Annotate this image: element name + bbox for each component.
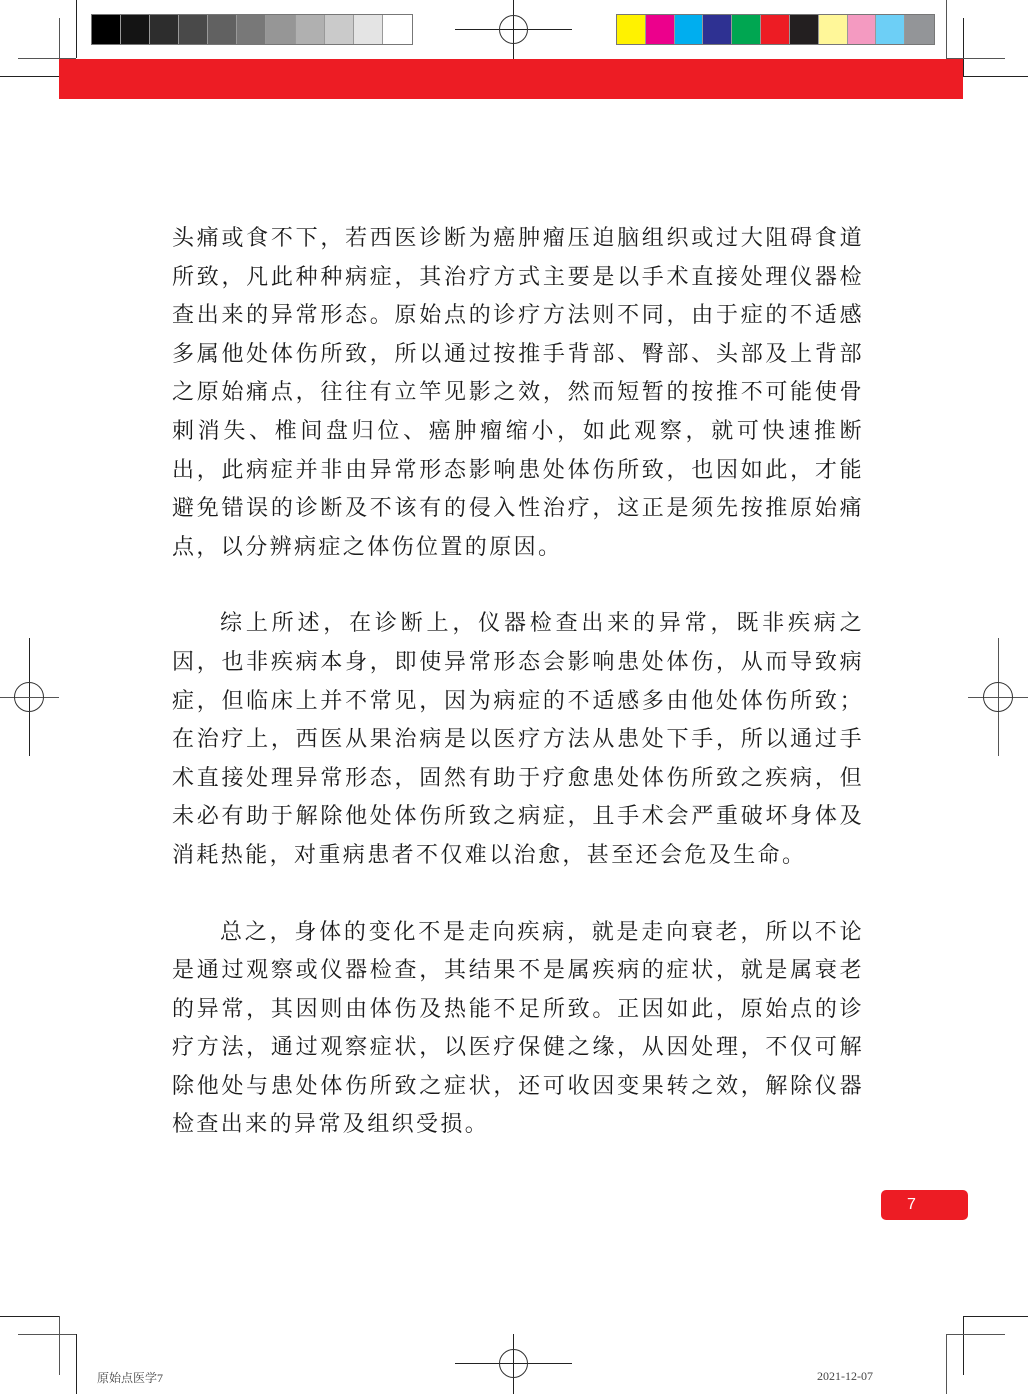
grayscale-swatch	[383, 15, 412, 44]
grayscale-swatch	[179, 15, 208, 44]
grayscale-swatch	[237, 15, 266, 44]
grayscale-swatch	[296, 15, 325, 44]
crop-mark-top-left-h2	[0, 76, 59, 77]
page-number-badge	[881, 1190, 968, 1220]
registration-target-right-circle	[983, 682, 1013, 712]
color-swatch	[848, 15, 877, 44]
grayscale-swatch	[325, 15, 354, 44]
page-number: 7	[907, 1196, 916, 1213]
color-swatch	[703, 15, 732, 44]
crop-mark-bottom-right-v1	[963, 1316, 964, 1375]
paragraph-1: 头痛或食不下，若西医诊断为癌肿瘤压迫脑组织或过大阻碍食道所致，凡此种种病症，其治疗方式主要是以手术直接处理仪器检查出来的异常形态。原始点的诊疗方法则不同，由于症的不适感多属他处体伤所致，所以通过按推手背部、臀部、头部及上背部之原始痛点，往往有立竿见影之效，然而短暂的按推不可能使骨刺消失、椎间盘归位、癌肿瘤缩小，如此观察，就可快速推断出，此病症并非由异常形态影响患处体伤所致，也因如此，才能避免错误的诊断及不该有的侵入性治疗，这正是须先按推原始痛点，以分辨病症之体伤位置的原因。	[172, 226, 864, 560]
color-swatch	[732, 15, 761, 44]
crop-mark-bottom-left-h2	[18, 1334, 77, 1335]
color-swatch	[646, 15, 675, 44]
crop-mark-bottom-right-h2	[946, 1334, 1005, 1335]
grayscale-swatch	[92, 15, 121, 44]
color-swatch	[819, 15, 848, 44]
color-swatch	[876, 15, 905, 44]
footer-date: 2021-12-07	[817, 1369, 873, 1383]
grayscale-color-bar	[91, 14, 413, 45]
grayscale-swatch	[208, 15, 237, 44]
grayscale-swatch	[150, 15, 179, 44]
color-swatch	[675, 15, 704, 44]
crop-mark-bottom-left-v1	[59, 1316, 60, 1375]
paragraph-2: 综上所述，在诊断上，仪器检查出来的异常，既非疾病之因，也非疾病本身，即使异常形态会影响患处体伤，从而导致病症，但临床上并不常见，因为病症的不适感多由他处体伤所致；在治疗上，西医从果治病是以医疗方法从患处下手，所以通过手术直接处理异常形态，固然有助于疗愈患处体伤所致之疾病，但未必有助于解除他处体伤所致之病症，且手术会严重破坏身体及消耗热能，对重病患者不仅难以治愈，甚至还会危及生命。	[172, 611, 864, 868]
color-swatch	[790, 15, 819, 44]
crop-mark-top-right-v2	[963, 18, 964, 76]
crop-mark-top-right-v1	[946, 0, 947, 60]
crop-mark-top-right-h2	[963, 76, 1028, 77]
registration-target-top-circle	[499, 15, 528, 44]
color-swatch	[617, 15, 646, 44]
crop-mark-top-left-v1	[76, 0, 77, 58]
grayscale-swatch	[121, 15, 150, 44]
crop-mark-bottom-left-v2	[76, 1334, 77, 1394]
paragraph-3: 总之，身体的变化不是走向疾病，就是走向衰老，所以不论是通过观察或仪器检查，其结果不是属疾病的症状，就是属衰老的异常，其因则由体伤及热能不足所致。正因如此，原始点的诊疗方法，通过观察症状，以医疗保健之缘，从因处理，不仅可解除他处与患处体伤所致之症状，还可收因变果转之效，解除仪器检查出来的异常及组织受损。	[172, 919, 864, 1138]
color-swatch	[761, 15, 790, 44]
crop-mark-bottom-right-h1	[963, 1316, 1028, 1317]
article-body	[172, 220, 864, 1145]
grayscale-swatch	[354, 15, 383, 44]
crop-mark-bottom-right-v2	[946, 1334, 947, 1394]
footer-file-label: 原始点医学7	[97, 1371, 164, 1385]
registration-target-bottom-circle	[499, 1349, 528, 1378]
registration-target-left-circle	[14, 682, 44, 712]
header-red-band	[59, 59, 963, 99]
color-swatch	[905, 15, 934, 44]
crop-mark-bottom-left-h1	[0, 1316, 59, 1317]
grayscale-swatch	[266, 15, 295, 44]
cmyk-color-bar	[616, 14, 935, 45]
